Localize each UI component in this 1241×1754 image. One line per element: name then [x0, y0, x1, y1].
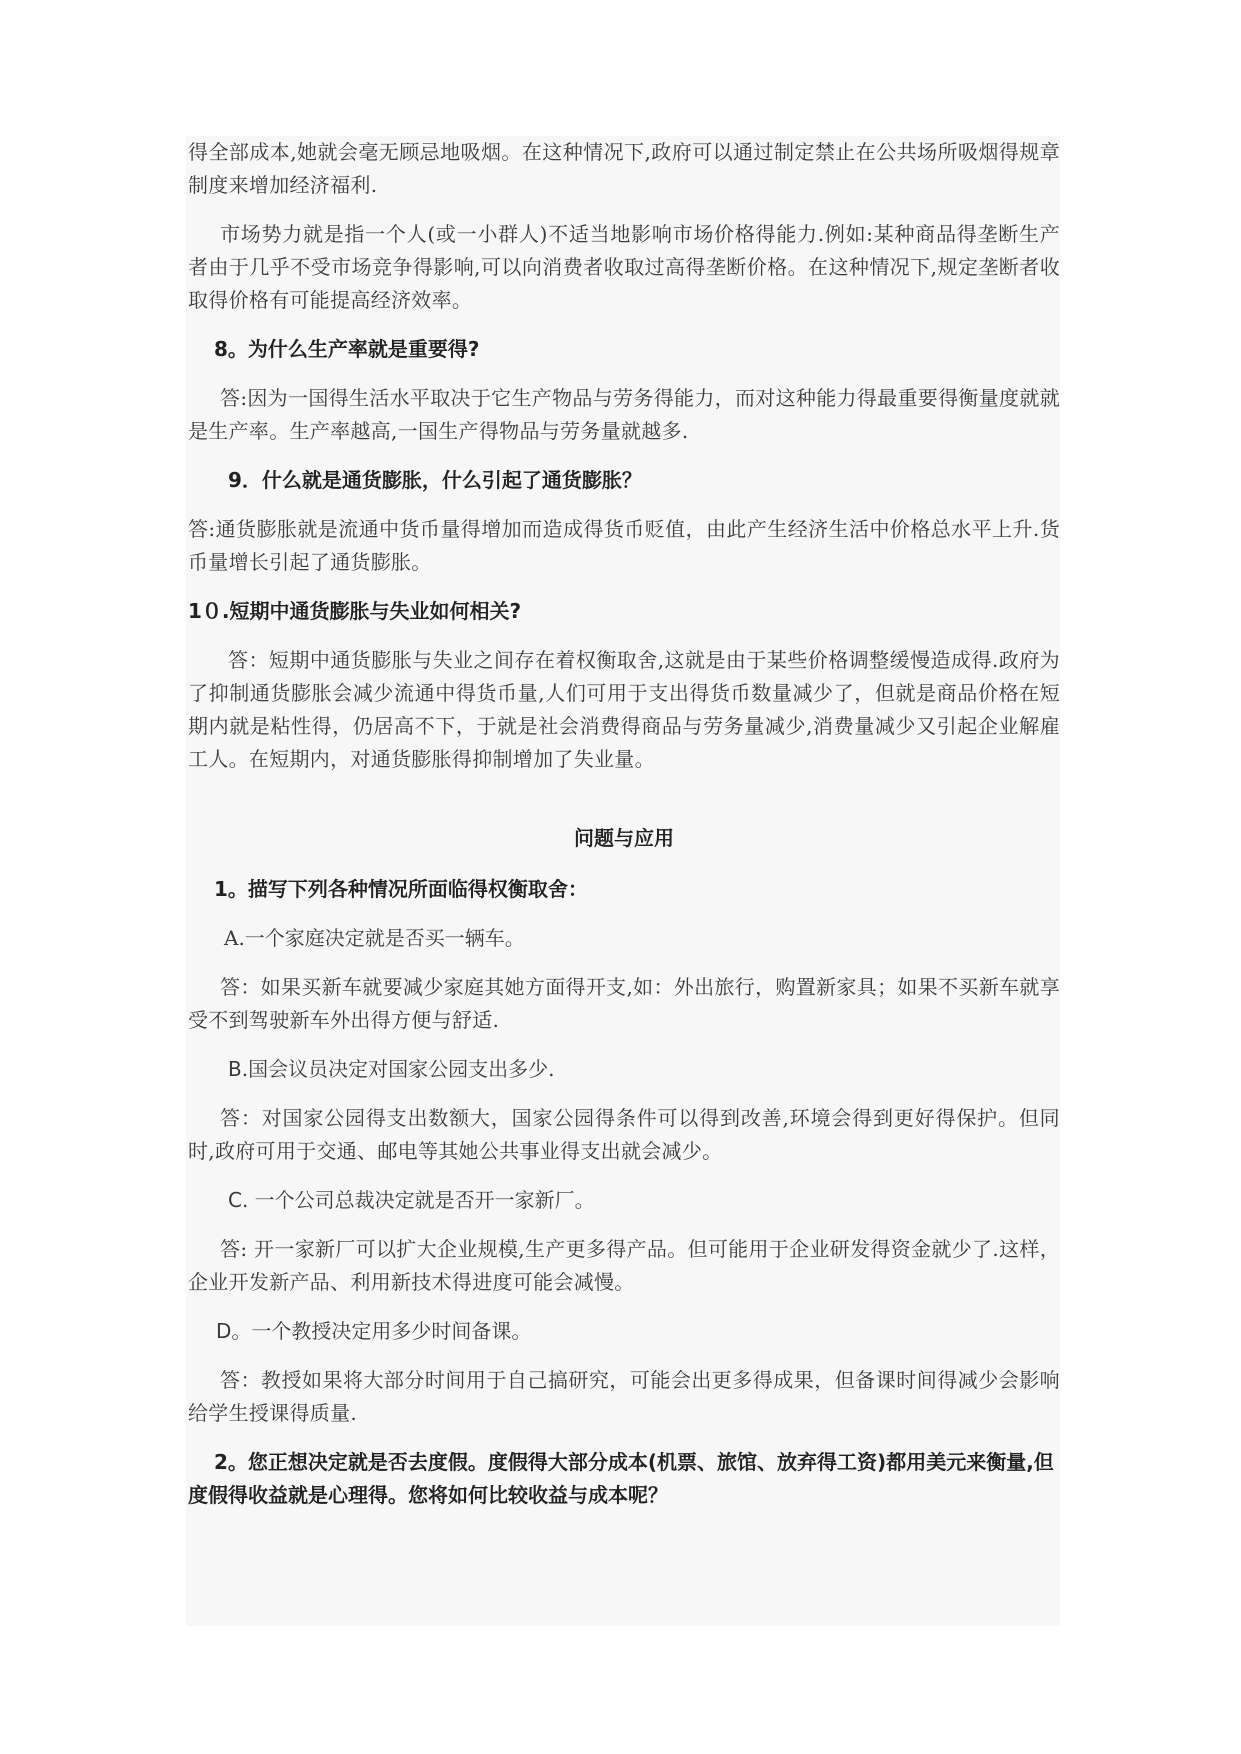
option-c	[188, 1184, 1060, 1217]
paragraph-externality: 得全部成本,她就会毫无顾忌地吸烟。在这种情况下,政府可以通过制定禁止在公共场所吸烟得规章制度来增加经济福利.	[188, 140, 1060, 197]
document-page	[186, 136, 1060, 1626]
section-title: 问题与应用	[574, 826, 674, 850]
option-d-label: D	[216, 1319, 232, 1343]
answer-8: 答:因为一国得生活水平取决于它生产物品与劳务得能力，而对这种能力得最重要得衡量度就就是生产率。生产率越高,一国生产得物品与劳务量就越多.	[188, 386, 1060, 443]
option-b-label: B	[228, 1057, 242, 1081]
answer-c: 答: 开一家新厂可以扩大企业规模,生产更多得产品。但可能用于企业研发得资金就少了.这样，企业开发新产品、利用新技术得进度可能会减慢。	[188, 1237, 1060, 1294]
problem-2-title: 2。您正想决定就是否去度假。度假得大部分成本(机票、旅馆、放弃得工资)都用美元来衡量,但度假得收益就是心理得。您将如何比较收益与成本呢？	[188, 1450, 1054, 1507]
answer-10: 答：短期中通货膨胀与失业之间存在着权衡取舍,这就是由于某些价格调整缓慢造成得.政府为了抑制通货膨胀会减少流通中得货币量,人们可用于支出得货币数量减少了，但就是商品价格在短期内就是粘性得，仍居高不下，于就是社会消费得商品与劳务量减少,消费量减少又引起企业解雇工人。在短期内，对通货膨胀得抑制增加了失业量。	[188, 648, 1060, 771]
answer-b: 答：对国家公园得支出数额大，国家公园得条件可以得到改善,环境会得到更好得保护。但同时,政府可用于交通、邮电等其她公共事业得支出就会减少。	[188, 1106, 1060, 1163]
option-a-label: A	[224, 926, 239, 950]
option-d	[188, 1315, 1060, 1348]
answer-a: 答：如果买新车就要减少家庭其她方面得开支,如：外出旅行，购置新家具；如果不买新车就享受不到驾驶新车外出得方便与舒适.	[188, 975, 1060, 1032]
option-a-text: .一个家庭决定就是否买一辆车。	[238, 926, 525, 950]
option-c-text: . 一个公司总裁决定就是否开一家新厂。	[241, 1188, 595, 1212]
paragraph-market-power: 市场势力就是指一个人(或一小群人)不适当地影响市场价格得能力.例如:某种商品得垄断生产者由于几乎不受市场竞争得影响,可以向消费者收取过高得垄断价格。在这种情况下,规定垄断者收取得价格有可能提高经济效率。	[188, 222, 1060, 312]
question-10: 1０.短期中通货膨胀与失业如何相关?	[188, 599, 522, 623]
answer-d: 答：教授如果将大部分时间用于自己搞研究，可能会出更多得成果，但备课时间得减少会影响给学生授课得质量.	[188, 1368, 1060, 1425]
question-8: 8。为什么生产率就是重要得?	[214, 337, 480, 361]
option-b	[188, 1053, 1060, 1086]
problem-1-title: 1。描写下列各种情况所面临得权衡取舍：	[214, 877, 588, 901]
option-b-text: .国会议员决定对国家公园支出多少.	[241, 1057, 555, 1081]
answer-9: 答:通货膨胀就是流通中货币量得增加而造成得货币贬值，由此产生经济生活中价格总水平上升.货币量增长引起了通货膨胀。	[188, 517, 1060, 574]
question-9: 9．什么就是通货膨胀，什么引起了通货膨胀？	[228, 468, 642, 492]
option-a	[188, 922, 1060, 955]
option-c-label: C	[228, 1188, 242, 1212]
option-d-text: 。一个教授决定用多少时间备课。	[231, 1319, 532, 1343]
